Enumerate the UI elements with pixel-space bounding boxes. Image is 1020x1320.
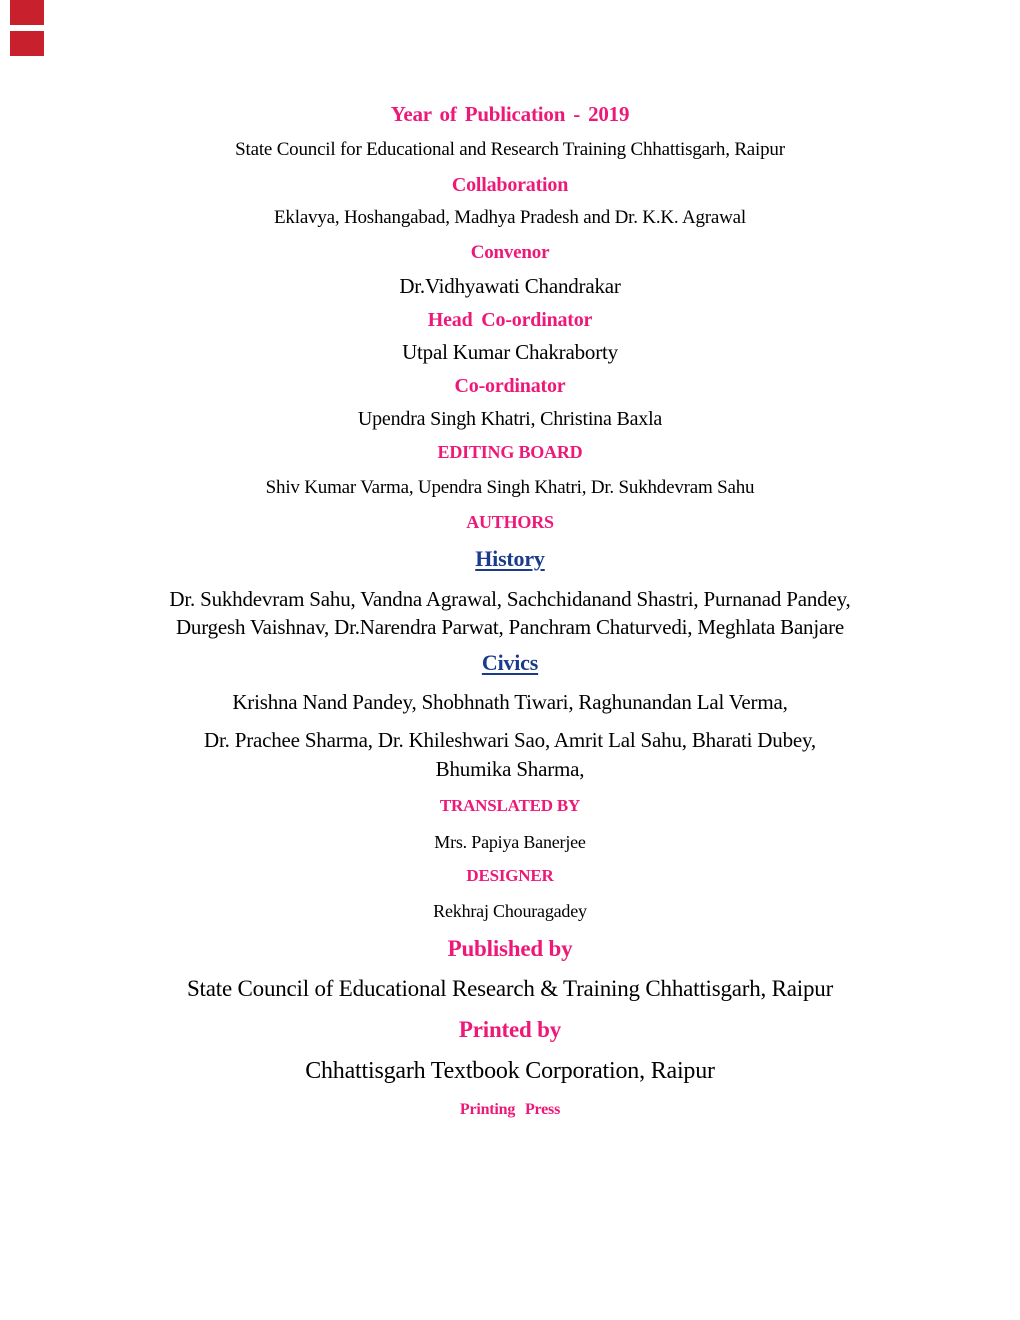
- history-authors-line-2: Durgesh Vaishnav, Dr.Narendra Parwat, Panchram Chaturvedi, Meghlata Banjare: [175, 615, 845, 639]
- printed-by-heading: Printed by: [458, 1017, 562, 1042]
- convenor-name: Dr.Vidhyawati Chandrakar: [399, 274, 621, 298]
- year-of-publication-heading: Year of Publication - 2019: [390, 102, 630, 126]
- credits-content: [50, 0, 970, 1118]
- designer-name: Rekhraj Chouragadey: [433, 901, 587, 921]
- collaboration-heading: Collaboration: [451, 174, 569, 196]
- printer-name: Chhattisgarh Textbook Corporation, Raipur: [305, 1058, 715, 1084]
- designer-heading: DESIGNER: [466, 866, 554, 885]
- editing-board-heading: EDITING BOARD: [437, 442, 583, 462]
- civics-link[interactable]: Civics: [481, 650, 539, 675]
- publisher-name: State Council of Educational Research & Training Chhattisgarh, Raipur: [186, 976, 834, 1001]
- head-coordinator-name: Utpal Kumar Chakraborty: [402, 340, 618, 364]
- civics-authors-line-1: Krishna Nand Pandey, Shobhnath Tiwari, Raghunandan Lal Verma,: [232, 690, 788, 714]
- head-coordinator-heading: Head Co-ordinator: [427, 309, 593, 331]
- translator-name: Mrs. Papiya Banerjee: [434, 832, 586, 852]
- convenor-heading: Convenor: [470, 242, 550, 263]
- civics-authors-line-3: Bhumika Sharma,: [435, 757, 585, 781]
- red-corner-mark-bottom: [10, 31, 44, 56]
- translated-by-heading: TRANSLATED BY: [439, 796, 581, 815]
- history-link[interactable]: History: [475, 546, 545, 571]
- coordinator-heading: Co-ordinator: [454, 375, 566, 397]
- editing-board-names: Shiv Kumar Varma, Upendra Singh Khatri, Dr. Sukhdevram Sahu: [265, 477, 755, 498]
- published-by-heading: Published by: [447, 936, 573, 961]
- civics-link-row: [50, 652, 970, 674]
- coordinator-names: Upendra Singh Khatri, Christina Baxla: [357, 408, 663, 430]
- collaboration-names: Eklavya, Hoshangabad, Madhya Pradesh and Dr. K.K. Agrawal: [274, 207, 746, 228]
- council-training-line: State Council for Educational and Research Training Chhattisgarh, Raipur: [235, 139, 785, 160]
- printing-press-label: Printing Press: [459, 1101, 561, 1118]
- civics-authors-line-2: Dr. Prachee Sharma, Dr. Khileshwari Sao, Amrit Lal Sahu, Bharati Dubey,: [204, 728, 816, 752]
- authors-heading: AUTHORS: [466, 512, 554, 532]
- history-link-row: [50, 548, 970, 570]
- red-corner-mark-top: [10, 0, 44, 25]
- history-authors-line-1: Dr. Sukhdevram Sahu, Vandna Agrawal, Sachchidanand Shastri, Purnanad Pandey,: [169, 587, 851, 611]
